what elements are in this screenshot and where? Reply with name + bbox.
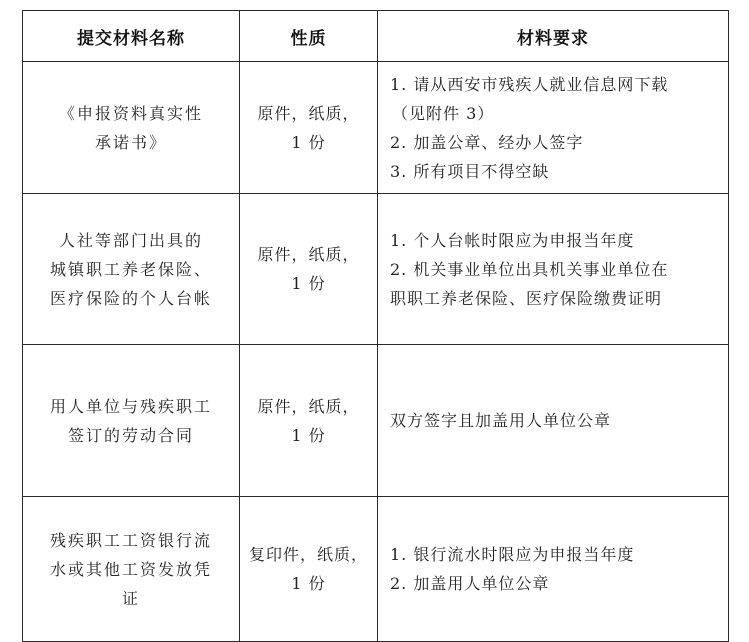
table-row bbox=[23, 62, 729, 194]
requirement-line: 1. 请从西安市残疾人就业信息网下载 bbox=[390, 74, 669, 94]
nature-cell bbox=[240, 345, 378, 497]
nature-line: 1 份 bbox=[291, 132, 326, 152]
requirement-line: 双方签字且加盖用人单位公章 bbox=[390, 411, 612, 430]
table-row bbox=[23, 497, 729, 642]
material-name-cell bbox=[23, 497, 240, 642]
table-row bbox=[23, 194, 729, 345]
material-name-line: 《申报资料真实性 bbox=[58, 103, 203, 123]
nature-cell bbox=[240, 497, 378, 642]
requirement-cell bbox=[378, 497, 729, 642]
nature-line: 原件，纸质， bbox=[257, 396, 360, 416]
material-name-line: 人社等部门出具的 bbox=[58, 230, 203, 250]
requirement-line: 1. 个人台帐时限应为申报当年度 bbox=[390, 230, 635, 250]
requirement-line: 2. 机关事业单位出具机关事业单位在 bbox=[390, 259, 669, 279]
requirement-cell bbox=[378, 194, 729, 345]
requirement-line: 1. 银行流水时限应为申报当年度 bbox=[390, 545, 635, 564]
material-name-line: 水或其他工资发放凭 bbox=[49, 559, 212, 579]
requirement-line: 3. 所有项目不得空缺 bbox=[390, 161, 550, 181]
nature-line: 原件，纸质， bbox=[257, 103, 360, 123]
header-requirement: 材料要求 bbox=[378, 11, 729, 62]
header-material-name: 提交材料名称 bbox=[23, 11, 240, 62]
requirement-line: （见附件 3） bbox=[392, 103, 495, 123]
requirement-line: 2. 加盖用人单位公章 bbox=[390, 574, 550, 593]
requirement-line: 2. 加盖公章、经办人签字 bbox=[390, 132, 584, 152]
material-name-line: 残疾职工工资银行流 bbox=[49, 530, 212, 550]
nature-cell bbox=[240, 194, 378, 345]
material-name-line: 医疗保险的个人台帐 bbox=[49, 288, 212, 308]
nature-line: 原件，纸质， bbox=[257, 245, 360, 264]
material-name-line: 城镇职工养老保险、 bbox=[49, 259, 212, 279]
material-name-line: 承诺书》 bbox=[94, 132, 167, 152]
material-name-line: 证 bbox=[121, 588, 140, 608]
requirement-line: 职职工养老保险、医疗保险缴费证明 bbox=[390, 288, 663, 308]
table-header-row bbox=[23, 11, 729, 62]
nature-line: 1 份 bbox=[291, 574, 326, 593]
material-name-line: 签订的劳动合同 bbox=[67, 425, 194, 445]
nature-line: 复印件，纸质， bbox=[248, 545, 368, 564]
material-name-cell bbox=[23, 345, 240, 497]
header-nature: 性质 bbox=[240, 11, 378, 62]
requirement-cell bbox=[378, 345, 729, 497]
material-name-cell bbox=[23, 194, 240, 345]
nature-line: 1 份 bbox=[291, 274, 326, 293]
materials-table bbox=[22, 10, 729, 642]
material-name-line: 用人单位与残疾职工 bbox=[49, 396, 212, 416]
nature-line: 1 份 bbox=[291, 425, 326, 445]
requirement-cell bbox=[378, 62, 729, 194]
table-row bbox=[23, 345, 729, 497]
material-name-cell bbox=[23, 62, 240, 194]
nature-cell bbox=[240, 62, 378, 194]
